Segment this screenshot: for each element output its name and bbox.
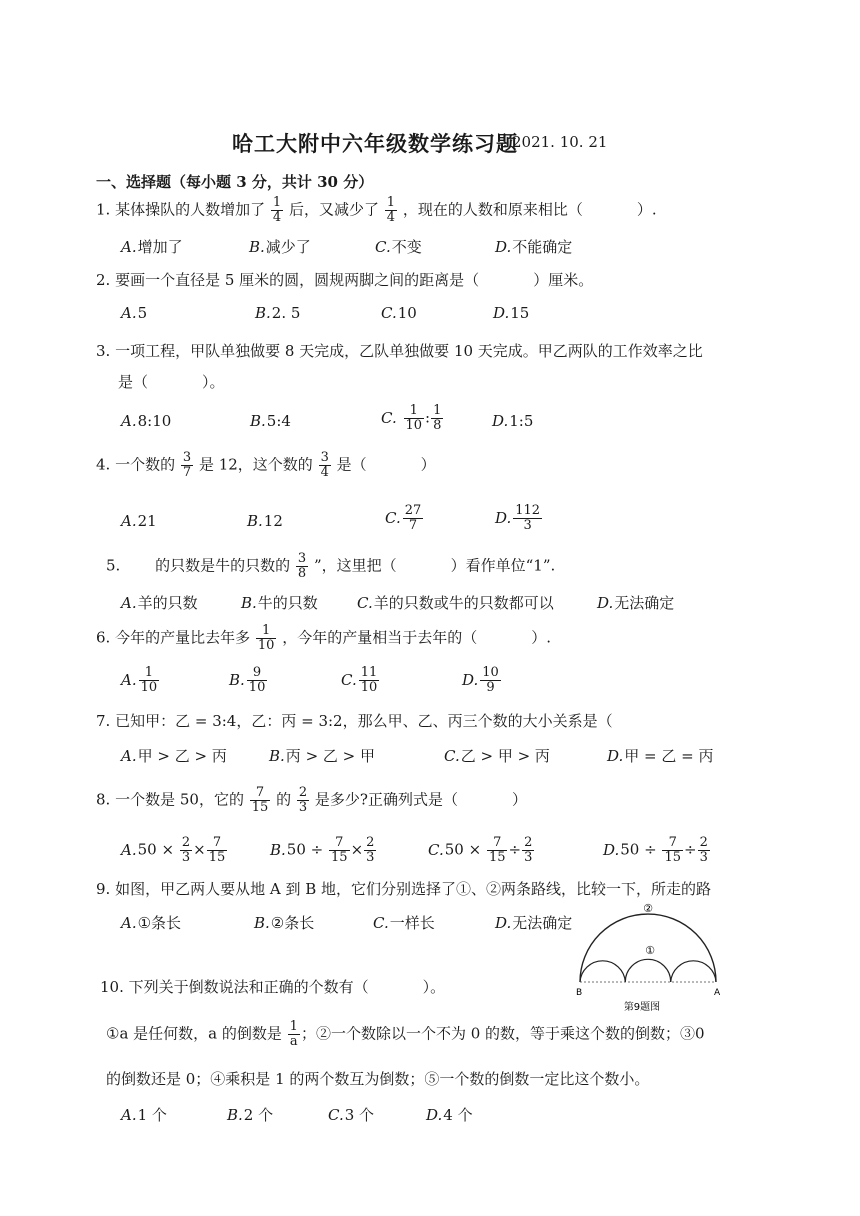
option-4c[interactable]: C. $\frac{27}{7}$: [385, 503, 422, 533]
question-2: 2. 要画一个直径是 5 厘米的圆，圆规两脚之间的距离是（ ）厘米。: [96, 271, 594, 289]
option-3b[interactable]: B.5:4: [250, 412, 291, 430]
option-5b[interactable]: B.牛的只数: [241, 594, 318, 612]
option-1c[interactable]: C.不变: [375, 238, 422, 256]
option-9a[interactable]: A.①条长: [121, 914, 182, 932]
page-title: 哈工大附中六年级数学练习题: [232, 131, 518, 156]
route-2-label: ②: [643, 902, 653, 915]
option-1a[interactable]: A.增加了: [121, 238, 183, 256]
option-2b[interactable]: B.2. 5: [255, 304, 301, 322]
option-2a[interactable]: A.5: [121, 304, 148, 322]
option-2d[interactable]: D.15: [493, 304, 530, 322]
route-1-arc-1: [580, 961, 625, 982]
option-7b[interactable]: B.丙 > 乙 > 甲: [269, 747, 376, 765]
option-1d[interactable]: D.不能确定: [495, 238, 573, 256]
option-7a[interactable]: A.甲 > 乙 > 丙: [121, 747, 227, 765]
option-3c[interactable]: C. $\frac{1}{10}$ : $\frac{1}{8}$: [381, 403, 442, 433]
question-1: 1. 某体操队的人数增加了 $\frac{1}{4}$ 后，又减少了 $\frac{1}{4}$ ，现在的人数和原来相比（ ）.: [96, 195, 657, 225]
option-10d[interactable]: D.4 个: [426, 1106, 473, 1124]
option-10c[interactable]: C.3 个: [328, 1106, 375, 1124]
question-3-line2: 是（ ）。: [118, 373, 225, 391]
option-10b[interactable]: B.2 个: [227, 1106, 274, 1124]
fraction: $\frac{1}{4}$: [386, 195, 396, 225]
option-10a[interactable]: A.1 个: [121, 1106, 167, 1124]
fraction: $\frac{1}{4}$: [272, 195, 282, 225]
option-6a[interactable]: A. $\frac{1}{10}$: [121, 665, 158, 695]
question-8: 8. 一个数是 50，它的 $\frac{7}{15}$ 的 $\frac{2}{3}$ 是多少?正确列式是（ ）: [96, 785, 527, 815]
question-4: 4. 一个数的 $\frac{3}{7}$ 是 12，这个数的 $\frac{3}{4}$ 是（ ）: [96, 450, 436, 480]
option-4b[interactable]: B.12: [247, 512, 283, 530]
option-5d[interactable]: D.无法确定: [597, 594, 675, 612]
option-3a[interactable]: A.8:10: [121, 412, 172, 430]
question-6: 6. 今年的产量比去年多 $\frac{1}{10}$ ，今年的产量相当于去年的（ ）.: [96, 623, 552, 653]
figure-caption: 第9题图: [623, 1002, 661, 1013]
question-5: 5. 的只数是牛的只数的 $\frac{3}{8}$ ”，这里把（ ）看作单位“1”.: [106, 551, 556, 581]
option-6b[interactable]: B. $\frac{9}{10}$: [229, 665, 266, 695]
question-7: 7. 已知甲：乙 = 3:4，乙：丙 = 3:2，那么甲、乙、丙三个数的大小关系是（: [96, 712, 613, 730]
exam-date: 2021. 10. 21: [512, 133, 608, 151]
option-9c[interactable]: C.一样长: [373, 914, 435, 932]
section-heading: 一、选择题（每小题 3 分，共计 30 分）: [96, 173, 374, 191]
option-2c[interactable]: C.10: [381, 304, 417, 322]
route-1-label: ①: [645, 944, 655, 957]
option-8d[interactable]: D.50 ÷ $\frac{7}{15}$ ÷ $\frac{2}{3}$: [603, 835, 708, 865]
route-1-arc-2: [625, 959, 670, 982]
route-diagram: [568, 896, 728, 1020]
option-5c[interactable]: C.羊的只数或牛的只数都可以: [357, 594, 554, 612]
question-10-line2: ①a 是任何数，a 的倒数是 $\frac{1}{a}$ ；②一个数除以一个不为 0 的数，等于乘这个数的倒数；③0: [106, 1019, 705, 1049]
option-6c[interactable]: C. $\frac{11}{10}$: [341, 665, 378, 695]
question-9: 9. 如图，甲乙两人要从地 A 到 B 地，它们分别选择了①、②两条路线，比较一下，所走的路: [96, 880, 712, 898]
route-1-arc-3: [671, 961, 716, 982]
option-8a[interactable]: A.50 × $\frac{2}{3}$ × $\frac{7}{15}$: [121, 835, 226, 865]
question-10: 10. 下列关于倒数说法和正确的个数有（ ）。: [100, 978, 446, 996]
option-8c[interactable]: C.50 × $\frac{7}{15}$ ÷ $\frac{2}{3}$: [428, 835, 533, 865]
option-6d[interactable]: D. $\frac{10}{9}$: [462, 665, 499, 695]
option-1b[interactable]: B.减少了: [249, 238, 311, 256]
option-4d[interactable]: D. $\frac{112}{3}$: [495, 503, 541, 533]
option-8b[interactable]: B.50 ÷ $\frac{7}{15}$ × $\frac{2}{3}$: [270, 835, 375, 865]
option-3d[interactable]: D.1:5: [492, 412, 534, 430]
option-7c[interactable]: C.乙 > 甲 > 丙: [444, 747, 550, 765]
option-5a[interactable]: A.羊的只数: [121, 594, 198, 612]
point-b-label: B: [576, 988, 583, 998]
option-7d[interactable]: D.甲 = 乙 = 丙: [607, 747, 714, 765]
option-9d[interactable]: D.无法确定: [495, 914, 573, 932]
option-9b[interactable]: B.②条长: [254, 914, 315, 932]
point-a-label: A: [714, 988, 721, 998]
option-4a[interactable]: A.21: [121, 512, 157, 530]
question-3: 3. 一项工程，甲队单独做要 8 天完成，乙队单独做要 10 天完成。甲乙两队的工作效率之比: [96, 342, 703, 360]
question-10-line3: 的倒数还是 0；④乘积是 1 的两个数互为倒数；⑤一个数的倒数一定比这个数小。: [106, 1070, 650, 1088]
